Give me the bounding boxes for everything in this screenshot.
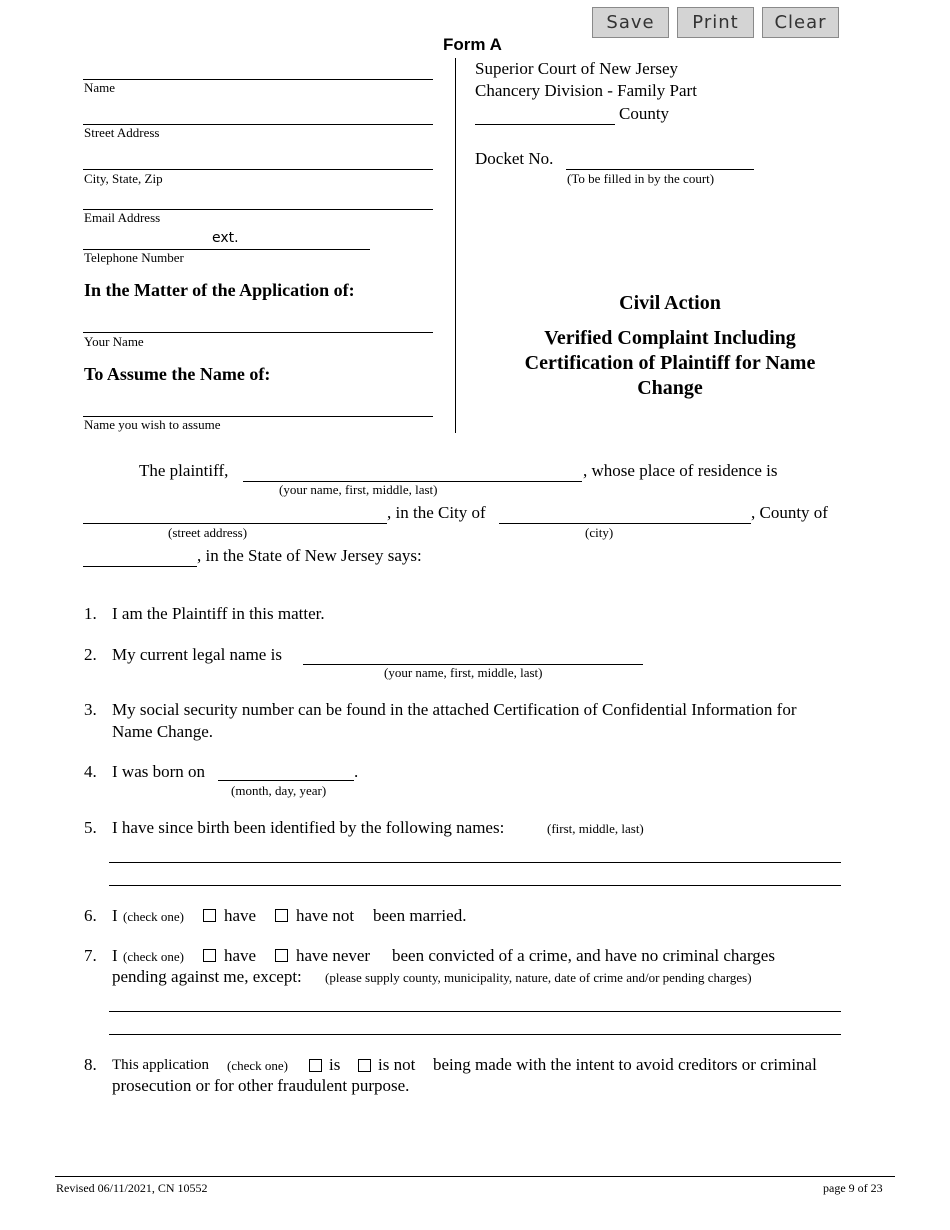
civil-action-title: Civil Action xyxy=(619,292,721,314)
item-7-have: have xyxy=(224,946,257,965)
name-input[interactable] xyxy=(83,61,433,80)
item-2-hint: (your name, first, middle, last) xyxy=(384,665,543,680)
fraud-is-not-checkbox[interactable] xyxy=(358,1059,371,1072)
court-line1: Superior Court of New Jersey xyxy=(475,59,679,78)
street-input[interactable] xyxy=(83,106,433,125)
criminal-charges-input-2[interactable] xyxy=(109,1016,841,1035)
street-hint: (street address) xyxy=(168,525,248,540)
docket-note: (To be filled in by the court) xyxy=(567,171,715,186)
item-8-is-not: is not xyxy=(378,1055,416,1074)
county-input[interactable] xyxy=(475,106,615,125)
clear-button[interactable]: Clear xyxy=(762,7,839,38)
court-line2: Chancery Division - Family Part xyxy=(475,81,697,100)
in-city-text: , in the City of xyxy=(387,503,486,522)
your-name-label: Your Name xyxy=(84,334,144,349)
prior-names-input-1[interactable] xyxy=(109,844,841,863)
form-label: Form A xyxy=(443,35,502,54)
item-6-i: I xyxy=(112,906,118,925)
married-have-not-checkbox[interactable] xyxy=(275,909,288,922)
footer-rule xyxy=(55,1176,895,1177)
item-5-number: 5. xyxy=(84,818,97,837)
your-name-hint: (your name, first, middle, last) xyxy=(279,482,438,497)
save-button[interactable]: Save xyxy=(592,7,669,38)
prior-names-input-2[interactable] xyxy=(109,867,841,886)
item-2-number: 2. xyxy=(84,645,97,664)
item-2-text: My current legal name is xyxy=(112,645,282,664)
item-8-text-line1: being made with the intent to avoid creditors or criminal xyxy=(433,1055,817,1074)
item-1-number: 1. xyxy=(84,604,97,623)
item-4-hint: (month, day, year) xyxy=(231,783,327,798)
convicted-have-checkbox[interactable] xyxy=(203,949,216,962)
name-label: Name xyxy=(84,80,116,95)
item-7-number: 7. xyxy=(84,946,97,965)
item-6-number: 6. xyxy=(84,906,97,925)
street-label: Street Address xyxy=(84,125,160,140)
item-3-text-line2: Name Change. xyxy=(112,722,214,741)
city-hint: (city) xyxy=(585,525,614,540)
assume-label: Name you wish to assume xyxy=(84,417,221,432)
item-7-i: I xyxy=(112,946,118,965)
fraud-is-checkbox[interactable] xyxy=(309,1059,322,1072)
complaint-title: Verified Complaint Including Certification of Plaintiff for Name Change xyxy=(524,327,816,399)
item-6-have: have xyxy=(224,906,257,925)
item-6-text: been married. xyxy=(373,906,467,925)
item-3-text-line1: My social security number can be found in the attached Certification of Confidential Information for xyxy=(112,700,797,719)
item-7-have-never: have never xyxy=(296,946,371,965)
birth-date-input[interactable] xyxy=(218,762,354,781)
item-6-have-not: have not xyxy=(296,906,355,925)
item-4-number: 4. xyxy=(84,762,97,781)
item-6-check-one: (check one) xyxy=(123,909,184,924)
item-4-text: I was born on xyxy=(112,762,206,781)
residence-text: , whose place of residence is xyxy=(583,461,778,480)
ext-label: ext. xyxy=(212,230,239,246)
criminal-charges-input-1[interactable] xyxy=(109,993,841,1012)
assume-name-input[interactable] xyxy=(83,398,433,417)
item-4-period: . xyxy=(354,762,359,781)
convicted-have-never-checkbox[interactable] xyxy=(275,949,288,962)
county-of-text: , County of xyxy=(751,503,828,522)
item-3-number: 3. xyxy=(84,700,97,719)
city-state-zip-input[interactable] xyxy=(83,151,433,170)
your-name-input[interactable] xyxy=(83,314,433,333)
street-address-input[interactable] xyxy=(83,505,387,524)
footer-page: page 9 of 23 xyxy=(823,1181,883,1195)
telephone-label: Telephone Number xyxy=(84,250,184,265)
plaintiff-text: The plaintiff, xyxy=(139,461,229,480)
city-input[interactable] xyxy=(499,505,751,524)
item-8-prefix: This application xyxy=(112,1057,210,1073)
matter-heading: In the Matter of the Application of: xyxy=(84,280,355,300)
docket-label: Docket No. xyxy=(475,149,554,168)
item-5-text: I have since birth been identified by the following names: xyxy=(112,818,505,837)
item-8-text-line2: prosecution or for other fraudulent purpose. xyxy=(112,1076,410,1095)
print-button[interactable]: Print xyxy=(677,7,754,38)
email-input[interactable] xyxy=(83,191,433,210)
email-label: Email Address xyxy=(84,210,161,225)
item-5-hint: (first, middle, last) xyxy=(547,821,644,836)
docket-input[interactable] xyxy=(566,151,754,170)
legal-name-input[interactable] xyxy=(303,646,643,665)
assume-heading: To Assume the Name of: xyxy=(84,364,271,384)
item-8-number: 8. xyxy=(84,1055,97,1074)
state-says-text: , in the State of New Jersey says: xyxy=(197,546,422,565)
item-8-is: is xyxy=(329,1055,341,1074)
footer-revised: Revised 06/11/2021, CN 10552 xyxy=(56,1181,208,1195)
item-8-check-one: (check one) xyxy=(227,1058,288,1073)
item-7-check-one: (check one) xyxy=(123,949,184,964)
item-7-text-line2: pending against me, except: xyxy=(112,967,302,986)
item-7-text-line1: been convicted of a crime, and have no criminal charges xyxy=(392,946,775,965)
married-have-checkbox[interactable] xyxy=(203,909,216,922)
residence-county-input[interactable] xyxy=(83,548,197,567)
item-7-hint: (please supply county, municipality, nature, date of crime and/or pending charges) xyxy=(325,970,752,985)
item-1-text: I am the Plaintiff in this matter. xyxy=(112,604,325,623)
plaintiff-name-input[interactable] xyxy=(243,463,582,482)
caption-divider xyxy=(455,58,456,433)
county-label: County xyxy=(619,104,670,123)
city-state-zip-label: City, State, Zip xyxy=(84,171,163,186)
